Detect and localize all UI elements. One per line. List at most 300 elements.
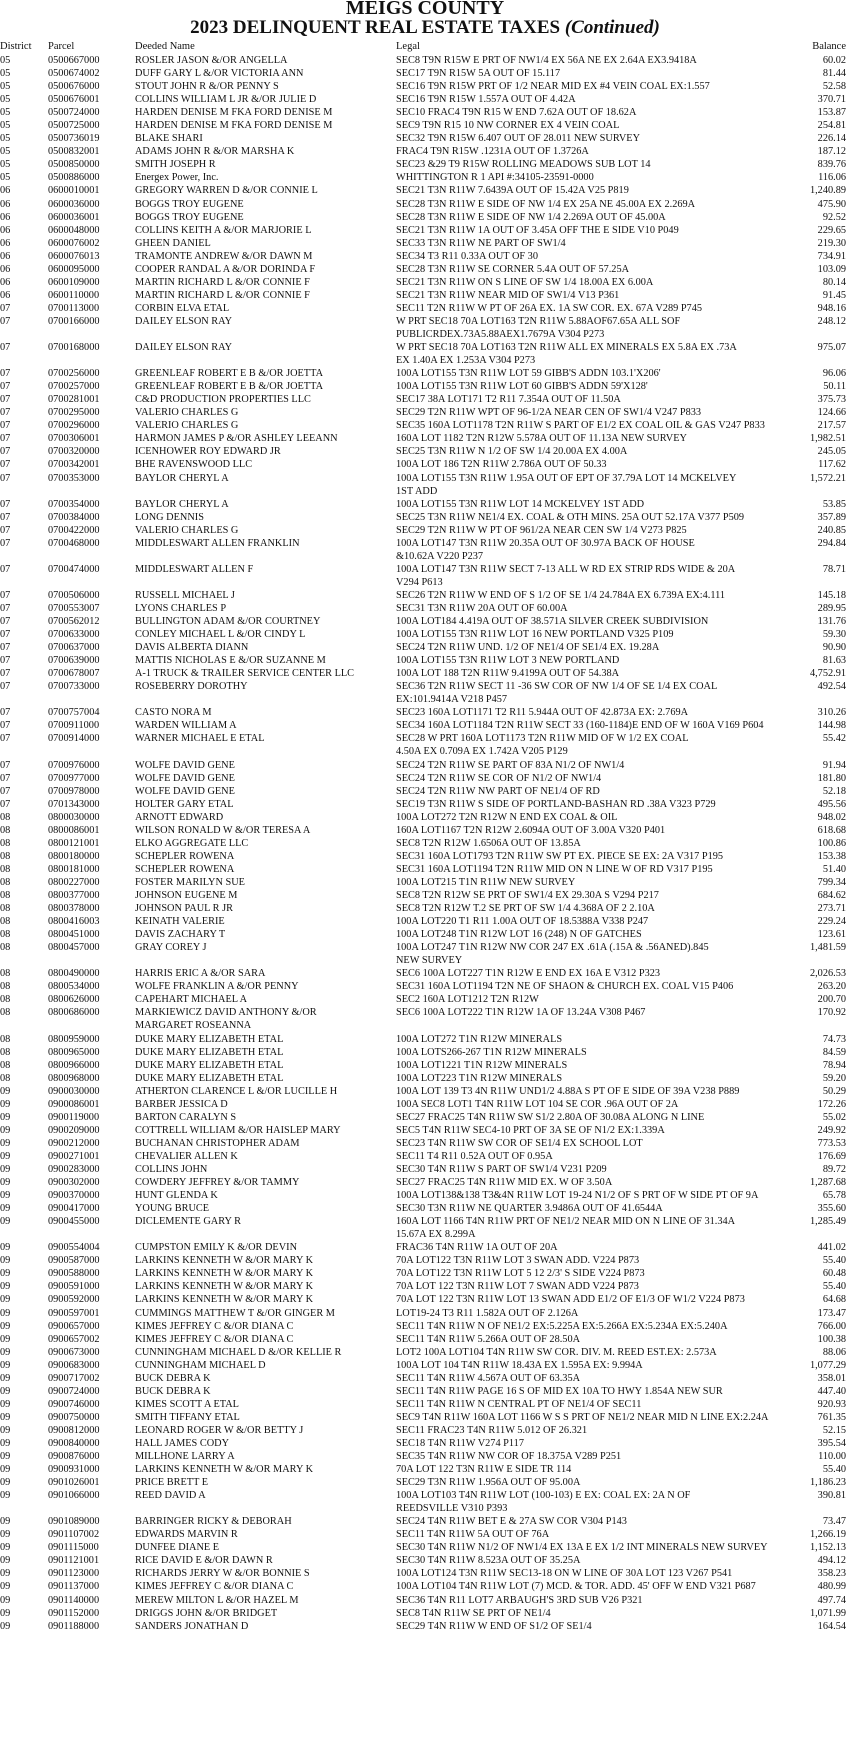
district-cell: 09 bbox=[0, 1385, 11, 1397]
district-cell: 08 bbox=[0, 811, 11, 823]
table-row bbox=[0, 119, 850, 132]
legal-cell: 100A LOT138&138 T3&4N R11W LOT 19-24 N1/2 OF S PRT OF W SIDE PT OF 9A bbox=[396, 1190, 759, 1202]
deeded-name-cell: ADAMS JOHN R &/OR MARSHA K bbox=[135, 146, 295, 158]
balance-cell: 52.15 bbox=[822, 1424, 846, 1436]
table-row bbox=[0, 654, 850, 667]
legal-cell: SEC24 T4N R11W BET E & 27A SW COR V304 P143 bbox=[396, 1516, 627, 1528]
parcel-cell: 0500725000 bbox=[48, 120, 100, 132]
district-cell: 09 bbox=[0, 1216, 11, 1228]
balance-cell: 684.62 bbox=[817, 890, 846, 901]
parcel-cell: 0700354000 bbox=[48, 498, 100, 510]
deeded-name-cell: GHEEN DANIEL bbox=[135, 237, 211, 249]
deeded-name-cell: CAPEHART MICHAEL A bbox=[135, 994, 248, 1006]
table-row bbox=[0, 1150, 850, 1163]
deeded-name-cell: CUNNINGHAM MICHAEL D bbox=[135, 1359, 266, 1371]
district-cell: 08 bbox=[0, 942, 11, 954]
page-title: MEIGS COUNTY bbox=[345, 0, 505, 19]
parcel-cell: 0800959000 bbox=[48, 1033, 100, 1045]
district-cell: 09 bbox=[0, 1555, 11, 1567]
balance-cell: 91.94 bbox=[822, 759, 846, 771]
table-row bbox=[0, 1528, 850, 1541]
deeded-name-cell: SANDERS JONATHAN D bbox=[135, 1620, 249, 1632]
legal-cell: 100A LOT155 T3N R11W 1.95A OUT OF EPT OF 37.79A LOT 14 MCKELVEY bbox=[396, 472, 737, 484]
deeded-name-cell: COLLINS KEITH A &/OR MARJORIE L bbox=[135, 224, 312, 236]
deeded-name-cell: WILSON RONALD W &/OR TERESA A bbox=[135, 824, 311, 836]
district-cell: 08 bbox=[0, 863, 11, 875]
table-row bbox=[0, 1607, 850, 1620]
deeded-name-cell: CORBIN ELVA ETAL bbox=[135, 302, 230, 314]
legal-cell: SEC21 T3N R11W NEAR MID OF SW1/4 V13 P361 bbox=[396, 289, 620, 301]
deeded-name-cell: DUFF GARY L &/OR VICTORIA ANN bbox=[135, 68, 304, 80]
parcel-cell: 0900417000 bbox=[48, 1203, 100, 1215]
legal-cell: SEC11 T4N R11W N OF NE1/2 EX:5.225A EX:5.266A EX:5.234A EX:5.240A bbox=[396, 1320, 728, 1332]
table-row bbox=[0, 1124, 850, 1137]
deeded-name-cell: WOLFE FRANKLIN A &/OR PENNY bbox=[135, 981, 299, 993]
column-header-deeded-name: Deeded Name bbox=[135, 41, 195, 52]
table-row bbox=[0, 1385, 850, 1398]
balance-cell: 494.12 bbox=[817, 1555, 846, 1567]
district-cell: 09 bbox=[0, 1607, 11, 1619]
district-cell: 08 bbox=[0, 1072, 11, 1084]
balance-cell: 497.74 bbox=[817, 1594, 846, 1606]
deeded-name-cell: LONG DENNIS bbox=[135, 511, 204, 523]
legal-cell: SEC17 38A LOT171 T2 R11 7.354A OUT OF 11.50A bbox=[396, 394, 621, 406]
subtitle-main: 2023 DELINQUENT REAL ESTATE TAXES bbox=[190, 17, 565, 38]
deeded-name-cell: HUNT GLENDA K bbox=[135, 1190, 218, 1202]
table-row bbox=[0, 824, 850, 837]
parcel-cell: 0900271001 bbox=[48, 1150, 100, 1162]
balance-cell: 839.76 bbox=[817, 159, 846, 171]
district-cell: 07 bbox=[0, 537, 11, 549]
balance-cell: 1,071.99 bbox=[809, 1607, 846, 1619]
table-row bbox=[0, 511, 850, 524]
deeded-name-cell: DICLEMENTE GARY R bbox=[135, 1216, 242, 1228]
table-row bbox=[0, 993, 850, 1006]
legal-cell: 70A LOT 122 T3N R11W E SIDE TR 114 bbox=[396, 1464, 572, 1476]
legal-cell: 100A LOT 188 T2N R11W 9.4199A OUT OF 54.38A bbox=[396, 668, 620, 680]
balance-cell: 248.12 bbox=[817, 315, 846, 327]
balance-cell: 245.05 bbox=[817, 446, 846, 458]
parcel-cell: 0600095000 bbox=[48, 263, 100, 275]
parcel-cell: 0900030000 bbox=[48, 1085, 100, 1097]
parcel-cell: 0800416003 bbox=[48, 916, 100, 928]
parcel-cell: 0900931000 bbox=[48, 1464, 100, 1476]
deeded-name-cell: MATTIS NICHOLAS E &/OR SUZANNE M bbox=[135, 655, 326, 667]
parcel-cell: 0901026001 bbox=[48, 1477, 100, 1489]
deeded-name-cell: MARTIN RICHARD L &/OR CONNIE F bbox=[135, 289, 310, 301]
district-cell: 05 bbox=[0, 81, 11, 93]
deeded-name-cell: SCHEPLER ROWENA bbox=[135, 850, 235, 862]
legal-cell: 100A LOT272 T2N R12W N END EX COAL & OIL bbox=[396, 811, 618, 823]
legal-cell: SEC28 T3N R11W E SIDE OF NW 1/4 2.269A OUT OF 45.00A bbox=[396, 211, 666, 223]
table-row bbox=[0, 1137, 850, 1150]
table-row bbox=[0, 837, 850, 850]
parcel-cell: 0800490000 bbox=[48, 968, 100, 980]
balance-cell: 375.73 bbox=[817, 394, 846, 406]
parcel-cell: 0500832001 bbox=[48, 146, 100, 158]
district-cell: 07 bbox=[0, 446, 11, 458]
deeded-name-cell: YOUNG BRUCE bbox=[135, 1203, 210, 1215]
table-row bbox=[0, 145, 850, 158]
table-row bbox=[0, 132, 850, 145]
parcel-cell: 0900750000 bbox=[48, 1411, 100, 1423]
legal-cell: SEC8 T4N R11W SE PRT OF NE1/4 bbox=[396, 1607, 551, 1619]
district-cell: 07 bbox=[0, 433, 11, 445]
page-header bbox=[0, 0, 850, 38]
subtitle-continued: (Continued) bbox=[564, 17, 660, 38]
table-row bbox=[0, 980, 850, 993]
table-row bbox=[0, 667, 850, 680]
table-row bbox=[0, 1346, 850, 1359]
table-row bbox=[0, 615, 850, 628]
legal-cell: 70A LOT122 T3N R11W LOT 3 SWAN ADD. V224 P873 bbox=[396, 1255, 640, 1267]
table-row bbox=[0, 967, 850, 980]
legal-cell: SEC24 T2N R11W NW PART OF NE1/4 OF RD bbox=[396, 785, 600, 797]
district-cell: 09 bbox=[0, 1620, 11, 1632]
parcel-cell: 0700281001 bbox=[48, 394, 100, 406]
table-row bbox=[0, 706, 850, 719]
district-cell: 07 bbox=[0, 459, 11, 471]
parcel-cell: 0700166000 bbox=[48, 315, 100, 327]
district-cell: 06 bbox=[0, 289, 11, 301]
parcel-cell: 0900746000 bbox=[48, 1398, 100, 1410]
balance-cell: 1,287.68 bbox=[809, 1177, 846, 1189]
table-row bbox=[0, 1111, 850, 1124]
parcel-cell: 0900683000 bbox=[48, 1359, 100, 1371]
legal-cell: 100A LOT155 T3N R11W LOT 3 NEW PORTLAND bbox=[396, 655, 620, 667]
deeded-name-cell: ROSLER JASON &/OR ANGELLA bbox=[135, 55, 288, 66]
district-cell: 07 bbox=[0, 733, 11, 745]
parcel-cell: 0500674002 bbox=[48, 68, 100, 80]
table-row bbox=[0, 1046, 850, 1059]
district-cell: 09 bbox=[0, 1177, 11, 1189]
legal-cell: SEC2 160A LOT1212 T2N R12W bbox=[396, 994, 539, 1006]
deeded-name-cell: LARKINS KENNETH W &/OR MARY K bbox=[135, 1268, 314, 1280]
table-row bbox=[0, 250, 850, 263]
deeded-name-cell: SCHEPLER ROWENA bbox=[135, 863, 235, 875]
legal-cell: SEC26 T2N R11W W END OF S 1/2 OF SE 1/4 24.784A EX 6.739A EX:4.111 bbox=[396, 589, 726, 601]
table-row bbox=[0, 1372, 850, 1385]
legal-cell: 70A LOT 122 T3N R11W LOT 13 SWAN ADD E1/2 OF E1/3 OF W1/2 V224 P873 bbox=[396, 1294, 745, 1306]
legal-cell: SEC21 T3N R11W 1A OUT OF 3.45A OFF THE E SIDE V10 P049 bbox=[396, 224, 679, 236]
parcel-cell: 0900370000 bbox=[48, 1190, 100, 1202]
balance-cell: 55.40 bbox=[822, 1281, 846, 1293]
deeded-name-cell: DAILEY ELSON RAY bbox=[135, 342, 233, 354]
district-cell: 08 bbox=[0, 876, 11, 888]
table-row bbox=[0, 1580, 850, 1593]
table-row bbox=[0, 472, 850, 498]
legal-cell: SEC25 T3N R11W N 1/2 OF SW 1/4 20.00A EX 4.00A bbox=[396, 446, 628, 458]
district-cell: 07 bbox=[0, 668, 11, 680]
table-row bbox=[0, 1333, 850, 1346]
parcel-cell: 0700506000 bbox=[48, 589, 100, 601]
deeded-name-cell: C&D PRODUCTION PROPERTIES LLC bbox=[135, 394, 311, 406]
balance-cell: 92.52 bbox=[822, 211, 846, 223]
parcel-cell: 0900597001 bbox=[48, 1307, 100, 1319]
deeded-name-cell: DAVIS ALBERTA DIANN bbox=[135, 642, 249, 654]
deeded-name-cell: GREGORY WARREN D &/OR CONNIE L bbox=[135, 185, 318, 197]
table-row bbox=[0, 524, 850, 537]
legal-cell: SEC30 T4N R11W S PART OF SW1/4 V231 P209 bbox=[396, 1163, 607, 1175]
table-row bbox=[0, 876, 850, 889]
balance-cell: 358.23 bbox=[817, 1568, 846, 1580]
balance-cell: 64.68 bbox=[822, 1294, 846, 1306]
deeded-name-cell: SMITH TIFFANY ETAL bbox=[135, 1411, 240, 1423]
parcel-cell: 0600076013 bbox=[48, 250, 100, 262]
parcel-cell: 0500676000 bbox=[48, 81, 100, 93]
balance-cell: 153.87 bbox=[817, 107, 846, 119]
balance-cell: 172.26 bbox=[817, 1098, 846, 1110]
district-cell: 07 bbox=[0, 772, 11, 784]
balance-cell: 217.57 bbox=[817, 420, 846, 432]
table-row bbox=[0, 406, 850, 419]
table-row bbox=[0, 1437, 850, 1450]
balance-cell: 52.18 bbox=[822, 785, 846, 797]
deeded-name-cell: SMITH JOSEPH R bbox=[135, 159, 216, 171]
balance-cell: 480.99 bbox=[817, 1581, 846, 1593]
legal-cell: 100A SEC8 LOT1 T4N R11W LOT 104 SE COR .96A OUT OF 2A bbox=[396, 1098, 679, 1110]
table-row bbox=[0, 563, 850, 589]
district-cell: 09 bbox=[0, 1111, 11, 1123]
district-cell: 07 bbox=[0, 524, 11, 536]
legal-cell: SEC30 T4N R11W N1/2 OF NW1/4 EX 13A E EX 1/2 INT MINERALS NEW SURVEY bbox=[396, 1542, 768, 1554]
deeded-name-cell: KIMES JEFFREY C &/OR DIANA C bbox=[135, 1320, 294, 1332]
legal-cell: SEC28 T3N R11W SE CORNER 5.4A OUT OF 57.25A bbox=[396, 263, 630, 275]
legal-cell: LOT2 100A LOT104 T4N R11W SW COR. DIV. M. REED EST.EX: 2.573A bbox=[396, 1346, 717, 1358]
district-cell: 09 bbox=[0, 1307, 11, 1319]
legal-cell: 160A LOT 1182 T2N R12W 5.578A OUT OF 11.13A NEW SURVEY bbox=[396, 433, 687, 445]
table-row bbox=[0, 93, 850, 106]
table-row bbox=[0, 1594, 850, 1607]
balance-cell: 1,266.19 bbox=[809, 1529, 846, 1541]
district-cell: 07 bbox=[0, 420, 11, 432]
parcel-cell: 0901137000 bbox=[48, 1581, 100, 1593]
district-cell: 09 bbox=[0, 1516, 11, 1528]
balance-cell: 1,240.89 bbox=[809, 185, 846, 197]
balance-cell: 181.80 bbox=[817, 772, 846, 784]
table-row bbox=[0, 772, 850, 785]
parcel-cell: 0700422000 bbox=[48, 524, 100, 536]
district-cell: 06 bbox=[0, 237, 11, 249]
balance-cell: 55.02 bbox=[822, 1111, 846, 1123]
table-row bbox=[0, 367, 850, 380]
parcel-cell: 0800378000 bbox=[48, 903, 100, 915]
deeded-name-cell: DUKE MARY ELIZABETH ETAL bbox=[135, 1072, 284, 1084]
balance-cell: 761.35 bbox=[817, 1411, 846, 1423]
district-cell: 05 bbox=[0, 55, 11, 66]
parcel-cell: 0901152000 bbox=[48, 1607, 100, 1619]
deeded-name-cell: COLLINS WILLIAM L JR &/OR JULIE D bbox=[135, 94, 317, 106]
column-header-district: District bbox=[0, 41, 32, 52]
table-row bbox=[0, 1293, 850, 1306]
balance-cell: 920.93 bbox=[817, 1398, 846, 1410]
deeded-name-cell: ARNOTT EDWARD bbox=[135, 811, 224, 823]
balance-cell: 73.47 bbox=[822, 1516, 846, 1528]
district-cell: 07 bbox=[0, 302, 11, 314]
column-header-parcel: Parcel bbox=[48, 41, 75, 52]
balance-cell: 948.02 bbox=[817, 811, 846, 823]
balance-cell: 370.71 bbox=[817, 94, 846, 106]
balance-cell: 51.40 bbox=[822, 863, 846, 875]
legal-cell: 100A LOT155 T3N R11W LOT 60 GIBB'S ADDN 59'X128' bbox=[396, 381, 648, 393]
deeded-name-cell: BHE RAVENSWOOD LLC bbox=[135, 459, 253, 471]
legal-cell: 70A LOT 122 T3N R11W LOT 7 SWAN ADD V224 P873 bbox=[396, 1281, 639, 1293]
parcel-cell: 0700384000 bbox=[48, 511, 100, 523]
legal-cell-continued: EX:101.9414A V218 P457 bbox=[396, 694, 508, 706]
district-cell: 07 bbox=[0, 720, 11, 732]
balance-cell: 229.24 bbox=[817, 916, 846, 928]
legal-cell: SEC8 T2N R12W SE PRT OF SW1/4 EX 29.30A S V294 P217 bbox=[396, 890, 659, 901]
table-row bbox=[0, 432, 850, 445]
balance-cell: 78.94 bbox=[822, 1059, 846, 1071]
district-cell: 06 bbox=[0, 185, 11, 197]
balance-cell: 618.68 bbox=[817, 824, 846, 836]
parcel-cell: 0900086001 bbox=[48, 1098, 100, 1110]
deeded-name-cell: GREENLEAF ROBERT E B &/OR JOETTA bbox=[135, 368, 324, 380]
legal-cell: 160A LOT 1166 T4N R11W PRT OF NE1/2 NEAR MID ON N LINE OF 31.34A bbox=[396, 1216, 736, 1228]
balance-cell: 55.42 bbox=[822, 733, 846, 745]
district-cell: 09 bbox=[0, 1124, 11, 1136]
balance-cell: 249.92 bbox=[817, 1124, 846, 1136]
deeded-name-cell: EDWARDS MARVIN R bbox=[135, 1529, 238, 1541]
legal-cell: 100A LOT272 T1N R12W MINERALS bbox=[396, 1033, 563, 1045]
parcel-cell: 0600036001 bbox=[48, 211, 100, 223]
table-row bbox=[0, 785, 850, 798]
legal-cell: SEC30 T3N R11W NE QUARTER 3.9486A OUT OF 41.6544A bbox=[396, 1203, 663, 1215]
table-row bbox=[0, 602, 850, 615]
district-cell: 07 bbox=[0, 785, 11, 797]
parcel-cell: 0700976000 bbox=[48, 759, 100, 771]
balance-cell: 55.40 bbox=[822, 1464, 846, 1476]
deeded-name-cell: BUCHANAN CHRISTOPHER ADAM bbox=[135, 1137, 300, 1149]
balance-cell: 176.69 bbox=[817, 1150, 846, 1162]
parcel-cell: 0700257000 bbox=[48, 381, 100, 393]
deeded-name-cell: CASTO NORA M bbox=[135, 707, 212, 719]
parcel-cell: 0900812000 bbox=[48, 1424, 100, 1436]
deeded-name-cell: KIMES JEFFREY C &/OR DIANA C bbox=[135, 1333, 294, 1345]
legal-cell: FRAC36 T4N R11W 1A OUT OF 20A bbox=[396, 1242, 558, 1254]
district-cell: 09 bbox=[0, 1346, 11, 1358]
table-row bbox=[0, 1398, 850, 1411]
table-row bbox=[0, 759, 850, 772]
balance-cell: 59.20 bbox=[822, 1072, 846, 1084]
parcel-cell: 0800451000 bbox=[48, 929, 100, 941]
table-row bbox=[0, 1059, 850, 1072]
table-row bbox=[0, 237, 850, 250]
parcel-cell: 0900724000 bbox=[48, 1385, 100, 1397]
balance-cell: 84.59 bbox=[822, 1046, 846, 1058]
parcel-cell: 0700911000 bbox=[48, 720, 100, 732]
legal-cell: SEC21 T3N R11W ON S LINE OF SW 1/4 18.00A EX 6.00A bbox=[396, 276, 654, 288]
table-row bbox=[0, 1202, 850, 1215]
parcel-cell: 0600076002 bbox=[48, 237, 100, 249]
district-cell: 09 bbox=[0, 1568, 11, 1580]
parcel-cell: 0800534000 bbox=[48, 981, 100, 993]
legal-cell: SEC24 T2N R11W UND. 1/2 OF NE1/4 OF SE1/4 EX. 19.28A bbox=[396, 642, 660, 654]
district-cell: 08 bbox=[0, 903, 11, 915]
district-cell: 08 bbox=[0, 837, 11, 849]
balance-cell: 358.01 bbox=[817, 1372, 846, 1384]
table-row bbox=[0, 680, 850, 706]
legal-cell: SEC28 W PRT 160A LOT1173 T2N R11W MID OF W 1/2 EX COAL bbox=[396, 733, 689, 745]
table-row bbox=[0, 341, 850, 367]
balance-cell: 355.60 bbox=[817, 1203, 846, 1215]
legal-cell-continued: REEDSVILLE V310 P393 bbox=[396, 1503, 508, 1515]
legal-cell: SEC29 T2N R11W WPT OF 96-1/2A NEAR CEN OF SW1/4 V247 P833 bbox=[396, 407, 702, 419]
deeded-name-cell: DRIGGS JOHN &/OR BRIDGET bbox=[135, 1607, 278, 1619]
parcel-cell: 0900587000 bbox=[48, 1255, 100, 1267]
balance-cell: 78.71 bbox=[822, 563, 846, 575]
balance-cell: 773.53 bbox=[817, 1137, 846, 1149]
legal-cell: SEC10 FRAC4 T9N R15 W END 7.62A OUT OF 18.62A bbox=[396, 107, 637, 119]
legal-cell: W PRT SEC18 70A LOT163 T2N R11W ALL EX MINERALS EX 5.8A EX .73A bbox=[396, 342, 737, 354]
table-row bbox=[0, 928, 850, 941]
district-cell: 08 bbox=[0, 824, 11, 836]
parcel-cell: 0800180000 bbox=[48, 850, 100, 862]
legal-cell: W PRT SEC18 70A LOT163 T2N R11W 5.88AOF67.65A ALL SOF bbox=[396, 315, 681, 327]
district-cell: 09 bbox=[0, 1150, 11, 1162]
parcel-cell: 0600110000 bbox=[48, 289, 100, 301]
table-row bbox=[0, 1085, 850, 1098]
deeded-name-cell: BUCK DEBRA K bbox=[135, 1385, 211, 1397]
table-row bbox=[0, 1215, 850, 1241]
table-row bbox=[0, 850, 850, 863]
parcel-cell: 0800965000 bbox=[48, 1046, 100, 1058]
balance-cell: 89.72 bbox=[822, 1163, 846, 1175]
balance-cell: 734.91 bbox=[817, 250, 846, 262]
deeded-name-cell: HARDEN DENISE M FKA FORD DENISE M bbox=[135, 107, 333, 119]
deeded-name-cell: LARKINS KENNETH W &/OR MARY K bbox=[135, 1255, 314, 1267]
deeded-name-cell: PRICE BRETT E bbox=[135, 1477, 209, 1489]
table-row bbox=[0, 289, 850, 302]
district-cell: 09 bbox=[0, 1464, 11, 1476]
balance-cell: 123.61 bbox=[817, 929, 846, 941]
balance-cell: 116.06 bbox=[818, 172, 846, 184]
table-row bbox=[0, 902, 850, 915]
balance-cell: 52.58 bbox=[822, 81, 846, 93]
district-cell: 09 bbox=[0, 1163, 11, 1175]
legal-cell: SEC8 T9N R15W E PRT OF NW1/4 EX 56A NE EX 2.64A EX3.9418A bbox=[396, 55, 697, 66]
district-cell: 07 bbox=[0, 655, 11, 667]
district-cell: 07 bbox=[0, 472, 11, 484]
district-cell: 08 bbox=[0, 994, 11, 1006]
deeded-name-cell: BULLINGTON ADAM &/OR COURTNEY bbox=[135, 616, 321, 628]
table-row bbox=[0, 628, 850, 641]
balance-cell: 170.92 bbox=[817, 1007, 846, 1019]
table-row bbox=[0, 1567, 850, 1580]
parcel-cell: 0700320000 bbox=[48, 446, 100, 458]
parcel-cell: 0700296000 bbox=[48, 420, 100, 432]
legal-cell: 100A LOT103 T4N R11W LOT (100-103) E EX: COAL EX: 2A N OF bbox=[396, 1490, 691, 1502]
legal-cell: SEC11 T4N R11W PAGE 16 S OF MID EX 10A TO HWY 1.854A NEW SUR bbox=[396, 1385, 723, 1397]
deeded-name-cell: DAVIS ZACHARY T bbox=[135, 929, 226, 941]
parcel-cell: 0900283000 bbox=[48, 1163, 100, 1175]
balance-cell: 766.00 bbox=[817, 1320, 846, 1332]
deeded-name-cell: HARDEN DENISE M FKA FORD DENISE M bbox=[135, 120, 333, 132]
table-row bbox=[0, 589, 850, 602]
parcel-cell: 0800227000 bbox=[48, 876, 100, 888]
balance-cell: 4,752.91 bbox=[809, 668, 846, 680]
table-row bbox=[0, 80, 850, 93]
district-cell: 09 bbox=[0, 1137, 11, 1149]
district-cell: 09 bbox=[0, 1477, 11, 1489]
table-row bbox=[0, 54, 850, 67]
deeded-name-cell: MIDDLESWART ALLEN F bbox=[135, 563, 254, 575]
deeded-name-cell: BAYLOR CHERYL A bbox=[135, 472, 229, 484]
legal-cell: 100A LOT247 T1N R12W NW COR 247 EX .61A (.15A & .56ANED).845 bbox=[396, 942, 709, 954]
balance-cell: 124.66 bbox=[817, 407, 846, 419]
table-row bbox=[0, 393, 850, 406]
